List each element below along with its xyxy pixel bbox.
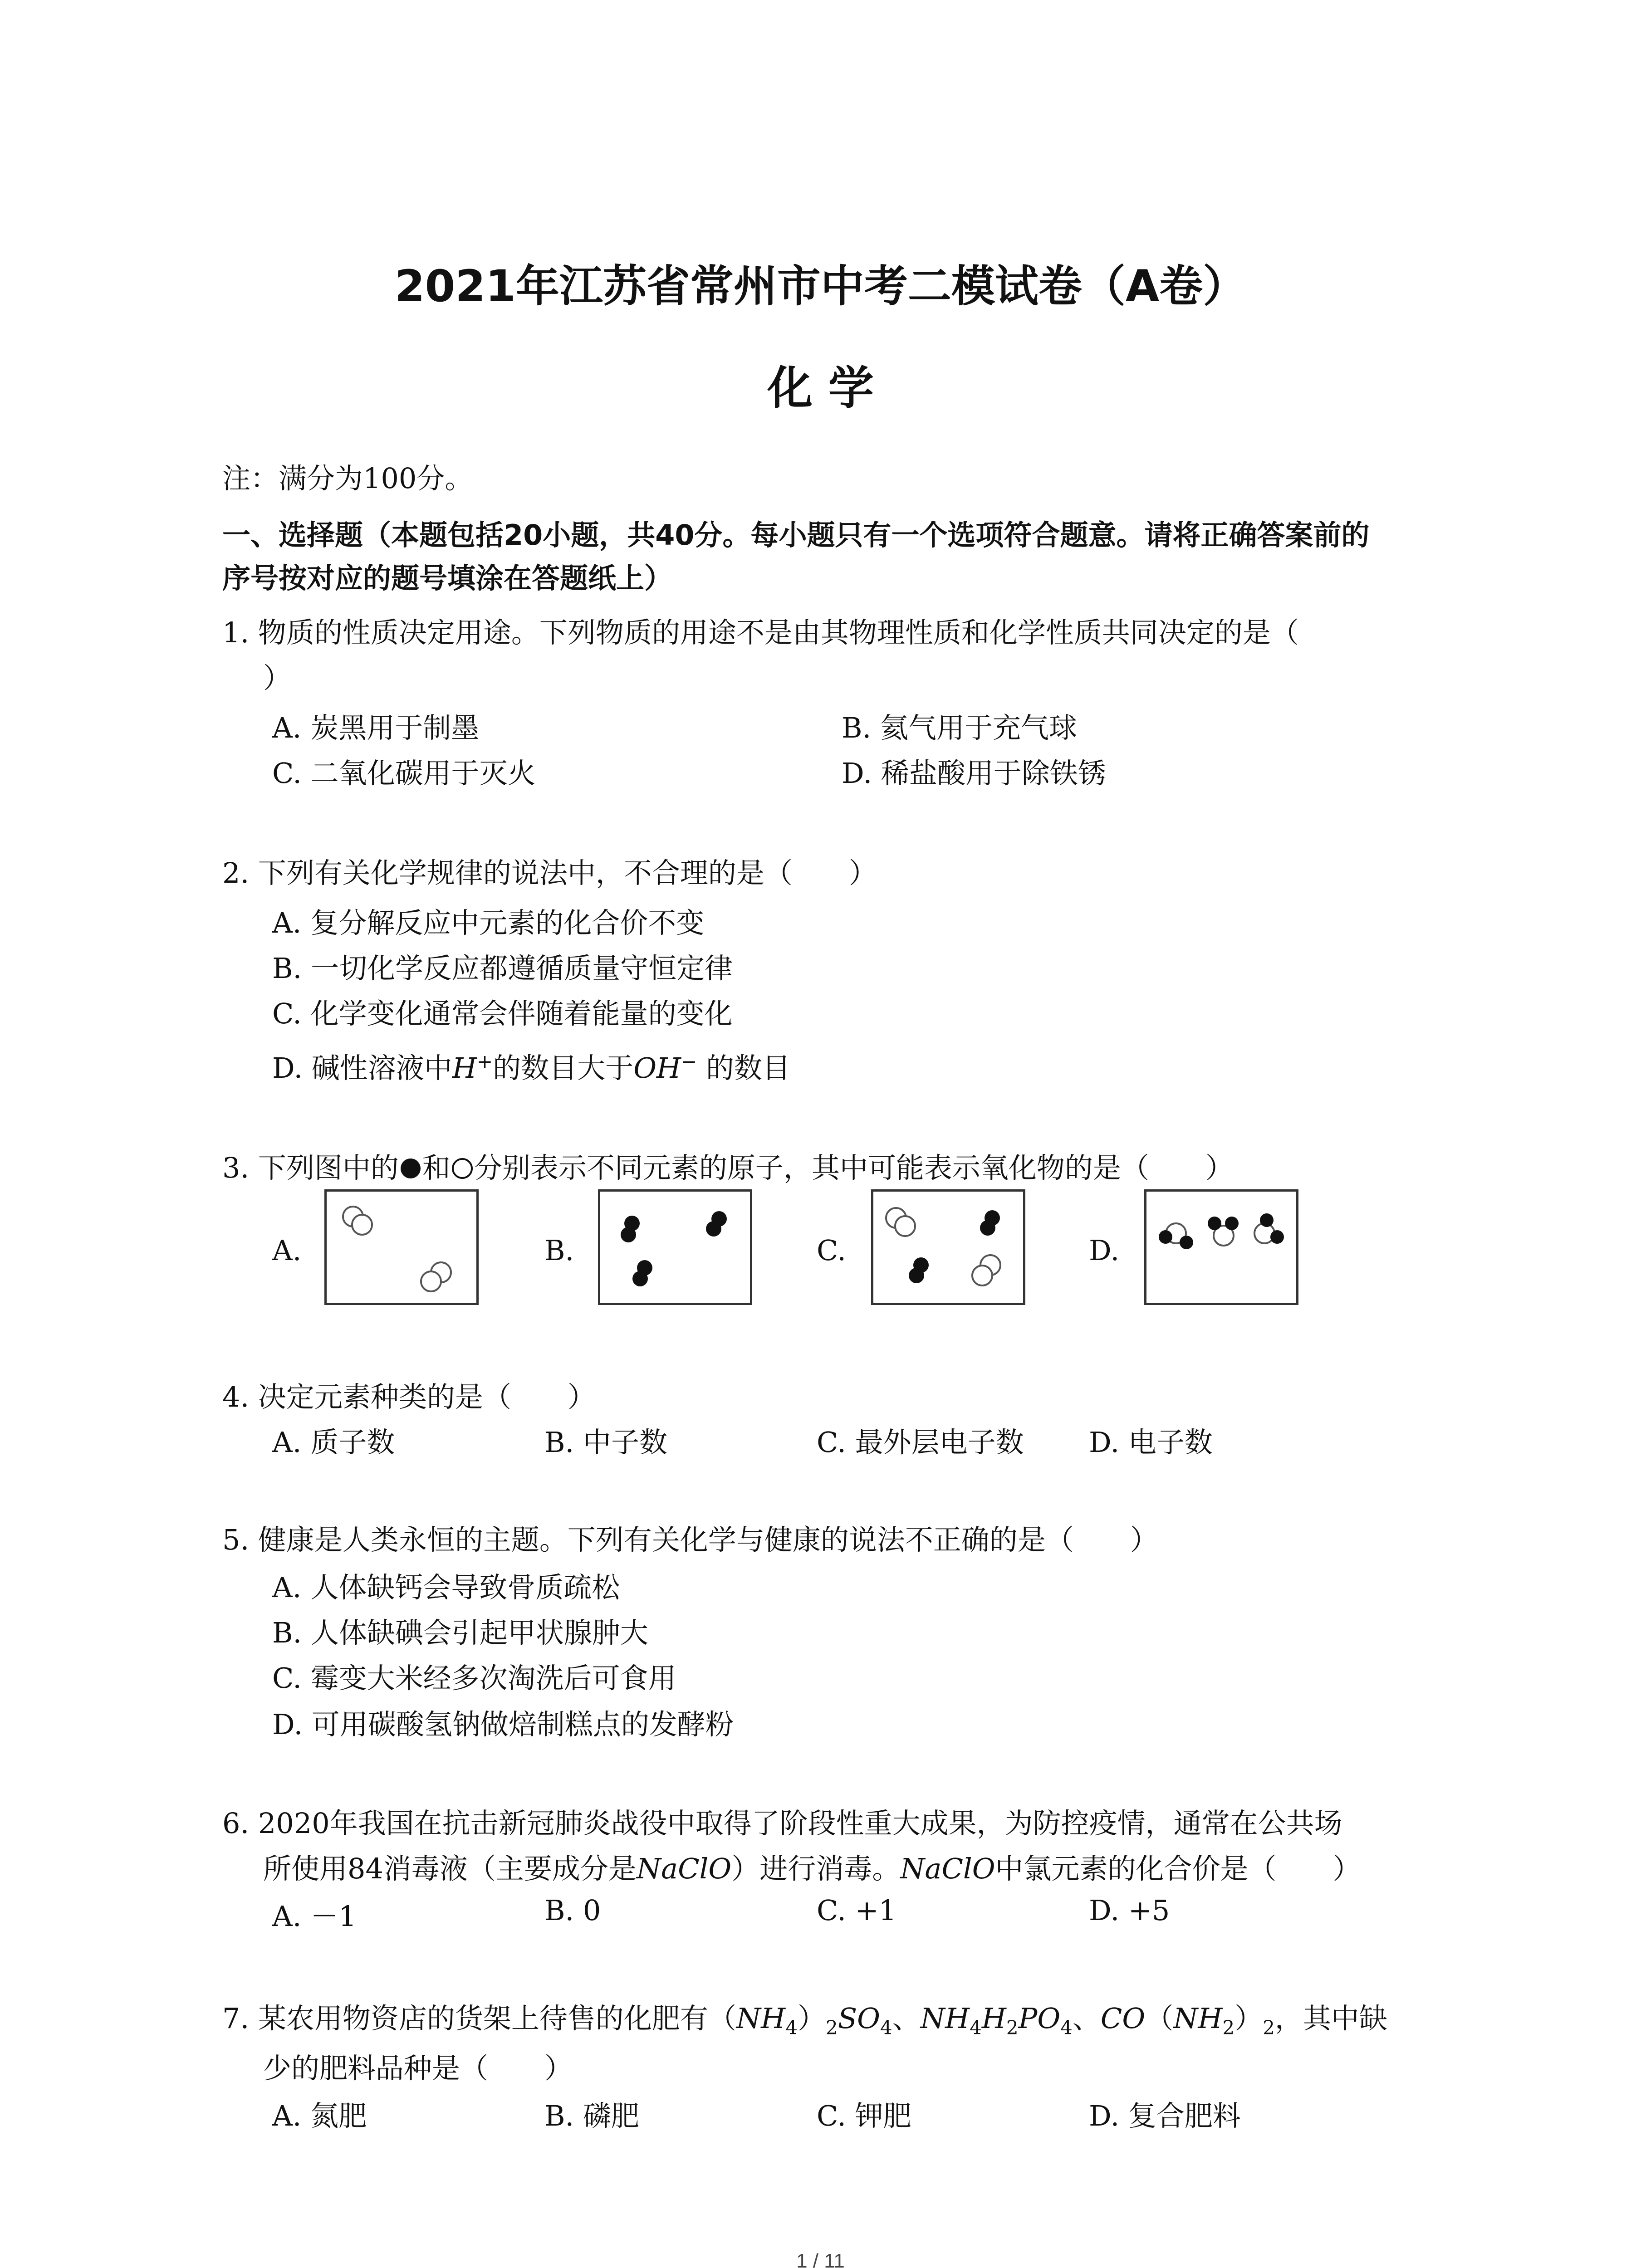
q6-stem-line2 [263,1846,1361,1887]
q6-stem-mid: ）进行消毒。 [731,1852,901,1885]
q7-option-b: B. 磷肥 [544,2099,639,2132]
q3-stem-prefix: 3. 下列图中的 [222,1151,399,1184]
q1-option-c: C. 二氧化碳用于灭火 [272,757,536,790]
q7-option-c: C. 钾肥 [817,2099,911,2132]
q5-stem: 5. 健康是人类永恒的主题。下列有关化学与健康的说法不正确的是（ ） [222,1523,1158,1556]
q3-option-d-label: D. [1089,1234,1120,1267]
q5-option-a: A. 人体缺钙会导致骨质疏松 [272,1571,620,1604]
q6-option-d: D. +5 [1089,1894,1170,1927]
q6-option-b: B. 0 [544,1894,601,1927]
q2-option-d [272,1046,790,1086]
q3-option-b-label: B. [544,1234,574,1267]
q7-f7: NH [1173,2002,1223,2035]
q3-diagram-b [598,1189,752,1305]
q3-diagram-d [1144,1189,1298,1305]
q1-stem-line2: ） [263,661,292,694]
q2-d-h: H [452,1051,477,1085]
section-heading-line2: 序号按对应的题号填涂在答题纸上） [222,562,673,595]
q7-sep1: 、 [892,2002,921,2035]
q7-f5-sub: 4 [1060,2016,1073,2039]
q6-option-c: C. +1 [817,1894,897,1927]
hollow-atom-icon [451,1157,474,1180]
q7-f4: H [981,2002,1006,2035]
q2-d-mid: 的数目大于 [493,1051,634,1085]
q7-f2: SO [838,2002,880,2035]
q4-option-a: A. 质子数 [272,1426,395,1459]
q5-option-d: D. 可用碳酸氢钠做焙制糕点的发酵粉 [272,1708,734,1741]
q1-option-b: B. 氦气用于充气球 [842,711,1077,744]
q2-option-b: B. 一切化学反应都遵循质量守恒定律 [272,952,733,985]
exam-title: 2021年江苏省常州市中考二模试卷（A卷） [394,261,1247,312]
q7-sep2: 、 [1072,2002,1101,2035]
q6-formula-1: NaClO [636,1852,732,1885]
q7-f7-sub: 2 [1222,2016,1235,2039]
q2-d-post: 的数目 [697,1051,791,1085]
q5-option-c: C. 霉变大米经多次淘洗后可食用 [272,1662,676,1695]
q2-option-c: C. 化学变化通常会伴随着能量的变化 [272,997,733,1030]
q7-f1-sub: 4 [785,2016,798,2039]
q7-stem-prefix: 7. 某农用物资店的货架上待售的化肥有（ [222,2002,736,2035]
q4-stem: 4. 决定元素种类的是（ ） [222,1380,596,1413]
section-heading-line1: 一、选择题（本题包括20小题，共40分。每小题只有一个选项符合题意。请将正确答案前的 [222,518,1370,552]
q2-stem: 2. 下列有关化学规律的说法中，不合理的是（ ） [222,856,877,890]
q3-diagram-c [871,1189,1025,1305]
page-number: 1 / 11 [796,2250,845,2268]
q3-stem-and: 和 [422,1151,451,1184]
q3-option-c-label: C. [817,1234,846,1267]
q3-option-a-label: A. [272,1234,302,1267]
q5-option-b: B. 人体缺碘会引起甲状腺肿大 [272,1616,648,1649]
q4-option-d: D. 电子数 [1089,1426,1213,1459]
score-note: 注：满分为100分。 [222,462,473,495]
subject-title: 化 学 [767,362,874,415]
q6-stem-prefix: 所使用84消毒液（主要成分是 [263,1852,637,1885]
q2-d-prefix: D. 碱性溶液中 [272,1051,452,1085]
q7-f6-paren: （ [1145,2002,1174,2035]
q1-stem-line1: 1. 物质的性质决定用途。下列物质的用途不是由其物理性质和化学性质共同决定的是（ [222,616,1299,649]
q3-stem-suffix: 分别表示不同元素的原子，其中可能表示氧化物的是（ ） [474,1151,1234,1184]
q6-formula-2: NaClO [900,1852,995,1885]
q7-stem-line1 [222,1996,1387,2038]
q2-d-minus: − [681,1050,697,1073]
q7-f1-paren: ） [797,2002,826,2035]
solid-atom-icon [399,1157,422,1180]
q3-stem [222,1145,1234,1186]
q7-f7-paren: ） [1234,2002,1263,2035]
q2-option-a: A. 复分解反应中元素的化合价不变 [272,906,705,939]
q6-stem-suffix: 中氯元素的化合价是（ ） [995,1852,1361,1885]
q7-stem-line2: 少的肥料品种是（ ） [263,2052,573,2085]
q7-f3-sub: 4 [970,2016,982,2039]
q7-option-a: A. 氮肥 [272,2099,367,2132]
q7-f4-sub: 2 [1006,2016,1019,2039]
q7-f6: CO [1100,2002,1146,2035]
q7-f2-sub: 4 [880,2016,892,2039]
q7-f3: NH [920,2002,970,2035]
q6-stem-line1: 6. 2020年我国在抗击新冠肺炎战役中取得了阶段性重大成果，为防控疫情，通常在公共场 [222,1807,1342,1840]
q7-option-d: D. 复合肥料 [1089,2099,1241,2132]
q6-option-a: A. －1 [272,1900,357,1933]
q2-d-oh: OH [633,1051,681,1085]
q7-stem-suffix: ，其中缺 [1275,2002,1388,2035]
q2-d-plus: + [477,1050,493,1073]
q3-diagram-a [324,1189,479,1305]
q1-option-d: D. 稀盐酸用于除铁锈 [842,757,1106,790]
q4-option-b: B. 中子数 [544,1426,667,1459]
q4-option-c: C. 最外层电子数 [817,1426,1024,1459]
q7-f7-paren-sub: 2 [1263,2016,1275,2039]
q1-option-a: A. 炭黑用于制墨 [272,711,480,744]
q7-f1-paren-sub: 2 [825,2016,838,2039]
q7-f1: NH [736,2002,786,2035]
q7-f5: PO [1018,2002,1061,2035]
